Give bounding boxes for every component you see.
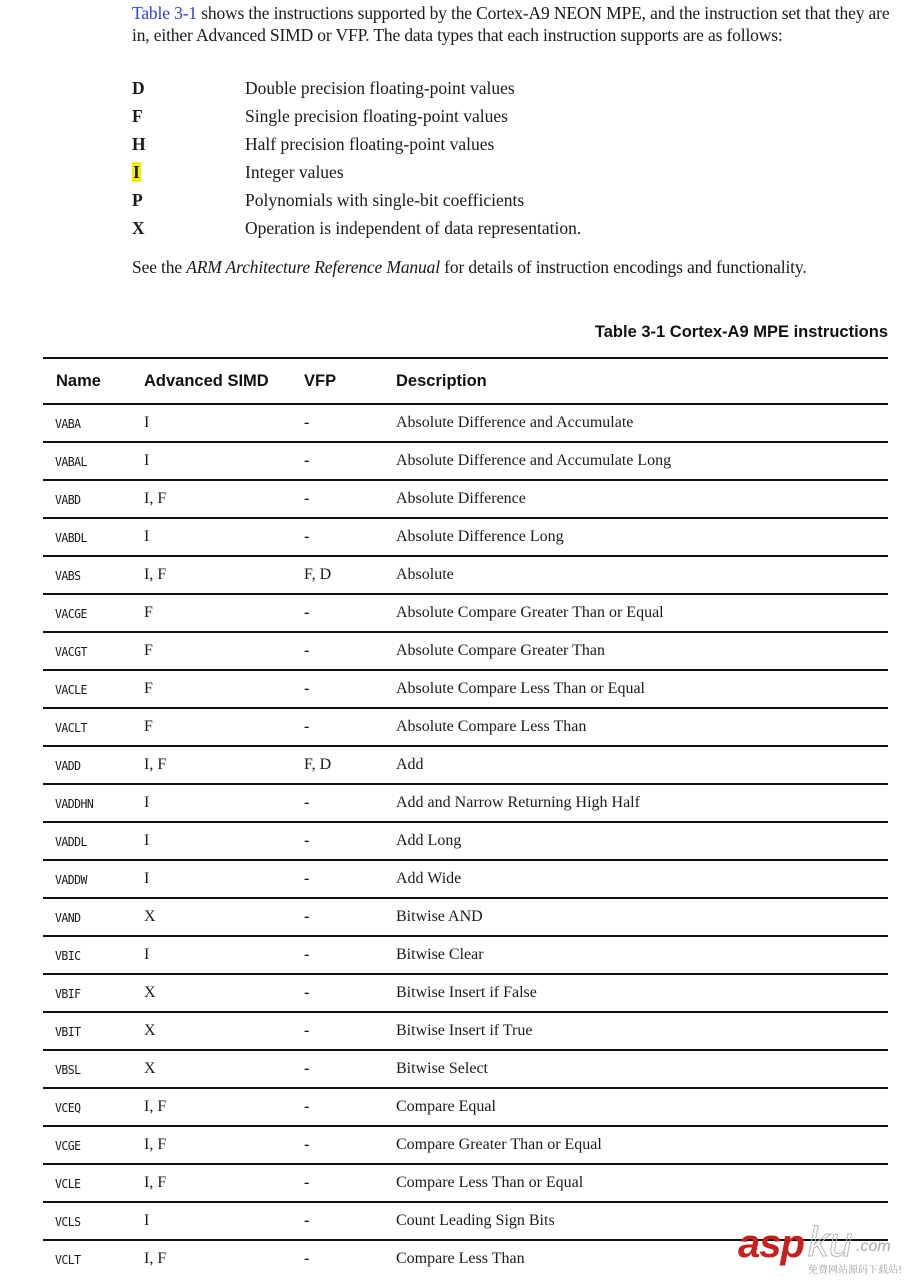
instruction-description	[396, 908, 888, 926]
instruction-name-text: VACGE	[54, 605, 87, 621]
table-row	[43, 937, 888, 975]
instruction-name	[43, 416, 136, 431]
instruction-name	[43, 1100, 136, 1115]
instruction-description	[396, 946, 888, 964]
advanced-simd-types	[144, 718, 304, 736]
advanced-simd-types-text: X	[144, 1022, 156, 1039]
data-type-item	[132, 130, 832, 158]
advanced-simd-types-text: I, F	[144, 1250, 167, 1267]
vfp-types-text: -	[304, 870, 310, 887]
instruction-description-text: Compare Greater Than or Equal	[396, 1136, 602, 1153]
vfp-types	[304, 490, 396, 508]
instruction-description-text: Bitwise Insert if False	[396, 984, 537, 1001]
table-row	[43, 1127, 888, 1165]
vfp-types	[304, 680, 396, 698]
table-row	[43, 671, 888, 709]
advanced-simd-types	[144, 946, 304, 964]
instruction-description-text: Absolute Compare Less Than	[396, 718, 587, 735]
instruction-description	[396, 794, 888, 812]
advanced-simd-types	[144, 984, 304, 1002]
vfp-types-text: -	[304, 680, 310, 697]
instruction-description-text: Bitwise AND	[396, 908, 483, 925]
advanced-simd-types-text: I, F	[144, 490, 167, 507]
advanced-simd-types-text: I	[144, 794, 150, 811]
intro-text: shows the instructions supported by the Cortex-A9 NEON MPE, and the instruction set that they are in, either Advanced SIMD or VFP. The data types that each instruction supports are as follows:	[132, 3, 890, 45]
table-row	[43, 1165, 888, 1203]
instruction-name	[43, 682, 136, 697]
instruction-description-text: Bitwise Select	[396, 1060, 488, 1077]
table-row	[43, 1089, 888, 1127]
advanced-simd-types	[144, 680, 304, 698]
table-header-row	[43, 359, 888, 405]
vfp-types-text: -	[304, 1250, 310, 1267]
instruction-name-text: VBIT	[54, 1023, 81, 1039]
watermark-brand-red: asp	[738, 1222, 804, 1266]
header-name: Name	[56, 371, 101, 390]
advanced-simd-types-text: I	[144, 414, 150, 431]
instruction-name	[43, 910, 136, 925]
table-row	[43, 557, 888, 595]
instruction-name	[43, 606, 136, 621]
vfp-types-text: -	[304, 528, 310, 545]
table-row	[43, 1013, 888, 1051]
table-row	[43, 899, 888, 937]
instruction-description-text: Bitwise Insert if True	[396, 1022, 533, 1039]
instruction-name-text: VABD	[54, 491, 81, 507]
vfp-types-text: F, D	[304, 566, 332, 583]
instruction-name	[43, 1176, 136, 1191]
instruction-description-text: Absolute Compare Less Than or Equal	[396, 680, 645, 697]
vfp-types-text: -	[304, 794, 310, 811]
instruction-name	[43, 568, 136, 583]
instruction-description-text: Absolute Difference Long	[396, 528, 564, 545]
data-type-code: D	[132, 77, 145, 98]
table-row	[43, 861, 888, 899]
vfp-types	[304, 1136, 396, 1154]
instruction-description	[396, 1022, 888, 1040]
table-row	[43, 519, 888, 557]
data-type-item	[132, 102, 832, 130]
vfp-types-text: -	[304, 984, 310, 1001]
instruction-name-text: VADD	[54, 757, 81, 773]
table-row	[43, 405, 888, 443]
table-row	[43, 975, 888, 1013]
vfp-types-text: -	[304, 414, 310, 431]
instruction-name-text: VCLE	[54, 1175, 81, 1191]
advanced-simd-types-text: F	[144, 680, 153, 697]
instruction-description	[396, 680, 888, 698]
advanced-simd-types-text: I	[144, 1212, 150, 1229]
instruction-description	[396, 756, 888, 774]
data-type-item	[132, 158, 832, 186]
vfp-types	[304, 604, 396, 622]
vfp-types	[304, 642, 396, 660]
instruction-description	[396, 642, 888, 660]
advanced-simd-types-text: I	[144, 452, 150, 469]
data-type-description: Operation is independent of data representation.	[245, 217, 582, 238]
vfp-types-text: -	[304, 1136, 310, 1153]
advanced-simd-types	[144, 908, 304, 926]
instruction-name-text: VBIF	[54, 985, 81, 1001]
instruction-name-text: VBIC	[54, 947, 81, 963]
highlighted-text: I	[133, 161, 140, 182]
data-type-description: Half precision floating-point values	[245, 133, 495, 154]
instruction-description-text: Absolute Compare Greater Than or Equal	[396, 604, 664, 621]
vfp-types-text: -	[304, 908, 310, 925]
instruction-name-text: VAND	[54, 909, 81, 925]
advanced-simd-types-text: I, F	[144, 756, 167, 773]
instruction-description	[396, 1098, 888, 1116]
advanced-simd-types	[144, 414, 304, 432]
table-body	[43, 405, 888, 1277]
advanced-simd-types	[144, 1136, 304, 1154]
instruction-name-text: VCLS	[54, 1213, 81, 1229]
instruction-description	[396, 566, 888, 584]
data-type-code	[132, 162, 245, 183]
advanced-simd-types	[144, 528, 304, 546]
vfp-types-text: -	[304, 452, 310, 469]
data-type-description: Polynomials with single-bit coefficients	[245, 189, 525, 210]
see-also-prefix: See the	[132, 257, 187, 277]
instruction-name	[43, 948, 136, 963]
data-type-item	[132, 214, 832, 242]
instruction-description-text: Absolute	[396, 566, 454, 583]
table-caption: Table 3-1 Cortex-A9 MPE instructions	[594, 323, 888, 341]
vfp-types-text: -	[304, 604, 310, 621]
data-type-code: F	[132, 105, 143, 126]
vfp-types	[304, 870, 396, 888]
vfp-types-text: -	[304, 832, 310, 849]
instruction-name	[43, 720, 136, 735]
vfp-types	[304, 528, 396, 546]
instruction-description-text: Absolute Difference and Accumulate Long	[396, 452, 672, 469]
instruction-name-text: VADDW	[54, 871, 87, 887]
instruction-name	[43, 530, 136, 545]
instruction-name	[43, 1214, 136, 1229]
instruction-description	[396, 414, 888, 432]
vfp-types	[304, 1060, 396, 1078]
vfp-types-text: -	[304, 1060, 310, 1077]
data-type-code: P	[132, 189, 143, 210]
data-type-item	[132, 186, 832, 214]
data-type-description: Integer values	[245, 161, 344, 182]
instruction-name	[43, 644, 136, 659]
advanced-simd-types-text: F	[144, 718, 153, 735]
advanced-simd-types	[144, 604, 304, 622]
vfp-types-text: -	[304, 718, 310, 735]
see-also-paragraph	[132, 256, 892, 279]
instruction-description	[396, 1174, 888, 1192]
table-row	[43, 709, 888, 747]
advanced-simd-types	[144, 1060, 304, 1078]
instruction-description-text: Compare Less Than or Equal	[396, 1174, 584, 1191]
advanced-simd-types-text: F	[144, 604, 153, 621]
instruction-name	[43, 1138, 136, 1153]
instruction-name	[43, 758, 136, 773]
vfp-types	[304, 1098, 396, 1116]
advanced-simd-types	[144, 756, 304, 774]
see-also-suffix: for details of instruction encodings and functionality.	[439, 257, 807, 277]
advanced-simd-types-text: I	[144, 946, 150, 963]
instruction-description	[396, 490, 888, 508]
instruction-description-text: Add and Narrow Returning High Half	[396, 794, 640, 811]
vfp-types-text: -	[304, 946, 310, 963]
instruction-description-text: Absolute Compare Greater Than	[396, 642, 605, 659]
instruction-name-text: VABDL	[54, 529, 87, 545]
instruction-description	[396, 1136, 888, 1154]
data-type-code: H	[132, 133, 146, 154]
vfp-types-text: F, D	[304, 756, 332, 773]
advanced-simd-types-text: I	[144, 870, 150, 887]
table-row	[43, 481, 888, 519]
instruction-description-text: Count Leading Sign Bits	[396, 1212, 555, 1229]
watermark-brand-outline: ku	[808, 1218, 853, 1265]
vfp-types-text: -	[304, 642, 310, 659]
advanced-simd-types	[144, 642, 304, 660]
instruction-description	[396, 984, 888, 1002]
vfp-types-text: -	[304, 1022, 310, 1039]
header-advanced-simd: Advanced SIMD	[144, 371, 269, 390]
instruction-name-text: VADDHN	[54, 795, 94, 811]
instruction-description	[396, 718, 888, 736]
vfp-types	[304, 718, 396, 736]
instructions-table	[43, 357, 888, 1277]
watermark-domain: .com	[856, 1238, 891, 1255]
instruction-description	[396, 528, 888, 546]
header-vfp: VFP	[304, 371, 337, 390]
instruction-name-text: VADDL	[54, 833, 87, 849]
instruction-name	[43, 872, 136, 887]
instruction-description	[396, 1060, 888, 1078]
vfp-types	[304, 1022, 396, 1040]
table-row	[43, 785, 888, 823]
advanced-simd-types	[144, 566, 304, 584]
vfp-types	[304, 452, 396, 470]
advanced-simd-types-text: I, F	[144, 1136, 167, 1153]
vfp-types	[304, 1212, 396, 1230]
data-type-item	[132, 74, 832, 102]
advanced-simd-types-text: X	[144, 908, 156, 925]
instruction-name	[43, 834, 136, 849]
instruction-name-text: VACLE	[54, 681, 87, 697]
header-description: Description	[396, 371, 487, 390]
advanced-simd-types	[144, 1212, 304, 1230]
vfp-types	[304, 566, 396, 584]
advanced-simd-types-text: F	[144, 642, 153, 659]
watermark-tagline: 免费网站源码下载站!	[808, 1265, 903, 1276]
watermark-logo	[738, 1218, 908, 1282]
instruction-name-text: VCEQ	[54, 1099, 81, 1115]
advanced-simd-types	[144, 1098, 304, 1116]
instruction-description	[396, 870, 888, 888]
advanced-simd-types-text: I	[144, 528, 150, 545]
vfp-types-text: -	[304, 490, 310, 507]
instruction-name	[43, 986, 136, 1001]
instruction-description-text: Absolute Difference	[396, 490, 526, 507]
vfp-types	[304, 414, 396, 432]
vfp-types	[304, 1174, 396, 1192]
table-row	[43, 633, 888, 671]
table-row	[43, 823, 888, 861]
advanced-simd-types-text: I, F	[144, 1174, 167, 1191]
table-row	[43, 443, 888, 481]
instruction-name-text: VACGT	[54, 643, 87, 659]
vfp-types-text: -	[304, 1212, 310, 1229]
instruction-name	[43, 796, 136, 811]
instruction-name-text: VBSL	[54, 1061, 81, 1077]
instruction-name-text: VABAL	[54, 453, 87, 469]
instruction-description	[396, 832, 888, 850]
data-type-code: X	[132, 217, 145, 238]
instruction-description	[396, 452, 888, 470]
advanced-simd-types-text: X	[144, 1060, 156, 1077]
advanced-simd-types	[144, 452, 304, 470]
instruction-name-text: VACLT	[54, 719, 87, 735]
advanced-simd-types	[144, 832, 304, 850]
advanced-simd-types-text: X	[144, 984, 156, 1001]
advanced-simd-types	[144, 1174, 304, 1192]
instruction-name	[43, 454, 136, 469]
advanced-simd-types	[144, 490, 304, 508]
advanced-simd-types	[144, 1250, 304, 1268]
instruction-description-text: Absolute Difference and Accumulate	[396, 414, 634, 431]
advanced-simd-types-text: I	[144, 832, 150, 849]
advanced-simd-types-text: I, F	[144, 566, 167, 583]
vfp-types	[304, 908, 396, 926]
table-row	[43, 747, 888, 785]
advanced-simd-types	[144, 870, 304, 888]
vfp-types	[304, 984, 396, 1002]
data-type-list	[132, 74, 832, 242]
instruction-name-text: VABS	[54, 567, 81, 583]
instruction-name-text: VCGE	[54, 1137, 81, 1153]
instruction-name-text: VABA	[54, 415, 81, 431]
vfp-types	[304, 1250, 396, 1268]
vfp-types-text: -	[304, 1098, 310, 1115]
table-row	[43, 595, 888, 633]
instruction-name	[43, 492, 136, 507]
instruction-description-text: Add	[396, 756, 424, 773]
intro-paragraph	[132, 2, 892, 46]
instruction-description	[396, 604, 888, 622]
table-row	[43, 1051, 888, 1089]
vfp-types	[304, 794, 396, 812]
data-type-description: Double precision floating-point values	[245, 77, 515, 98]
table-3-1-link[interactable]: Table 3-1	[132, 3, 197, 23]
advanced-simd-types	[144, 1022, 304, 1040]
data-type-description: Single precision floating-point values	[245, 105, 508, 126]
instruction-description-text: Add Wide	[396, 870, 462, 887]
instruction-name-text: VCLT	[54, 1251, 81, 1267]
advanced-simd-types	[144, 794, 304, 812]
vfp-types-text: -	[304, 1174, 310, 1191]
instruction-name	[43, 1062, 136, 1077]
vfp-types	[304, 756, 396, 774]
instruction-description-text: Bitwise Clear	[396, 946, 484, 963]
vfp-types	[304, 946, 396, 964]
instruction-name	[43, 1024, 136, 1039]
instruction-description-text: Add Long	[396, 832, 462, 849]
vfp-types	[304, 832, 396, 850]
instruction-name	[43, 1252, 136, 1267]
advanced-simd-types-text: I, F	[144, 1098, 167, 1115]
instruction-description-text: Compare Less Than	[396, 1250, 525, 1267]
instruction-description-text: Compare Equal	[396, 1098, 496, 1115]
manual-title: ARM Architecture Reference Manual	[186, 257, 440, 277]
